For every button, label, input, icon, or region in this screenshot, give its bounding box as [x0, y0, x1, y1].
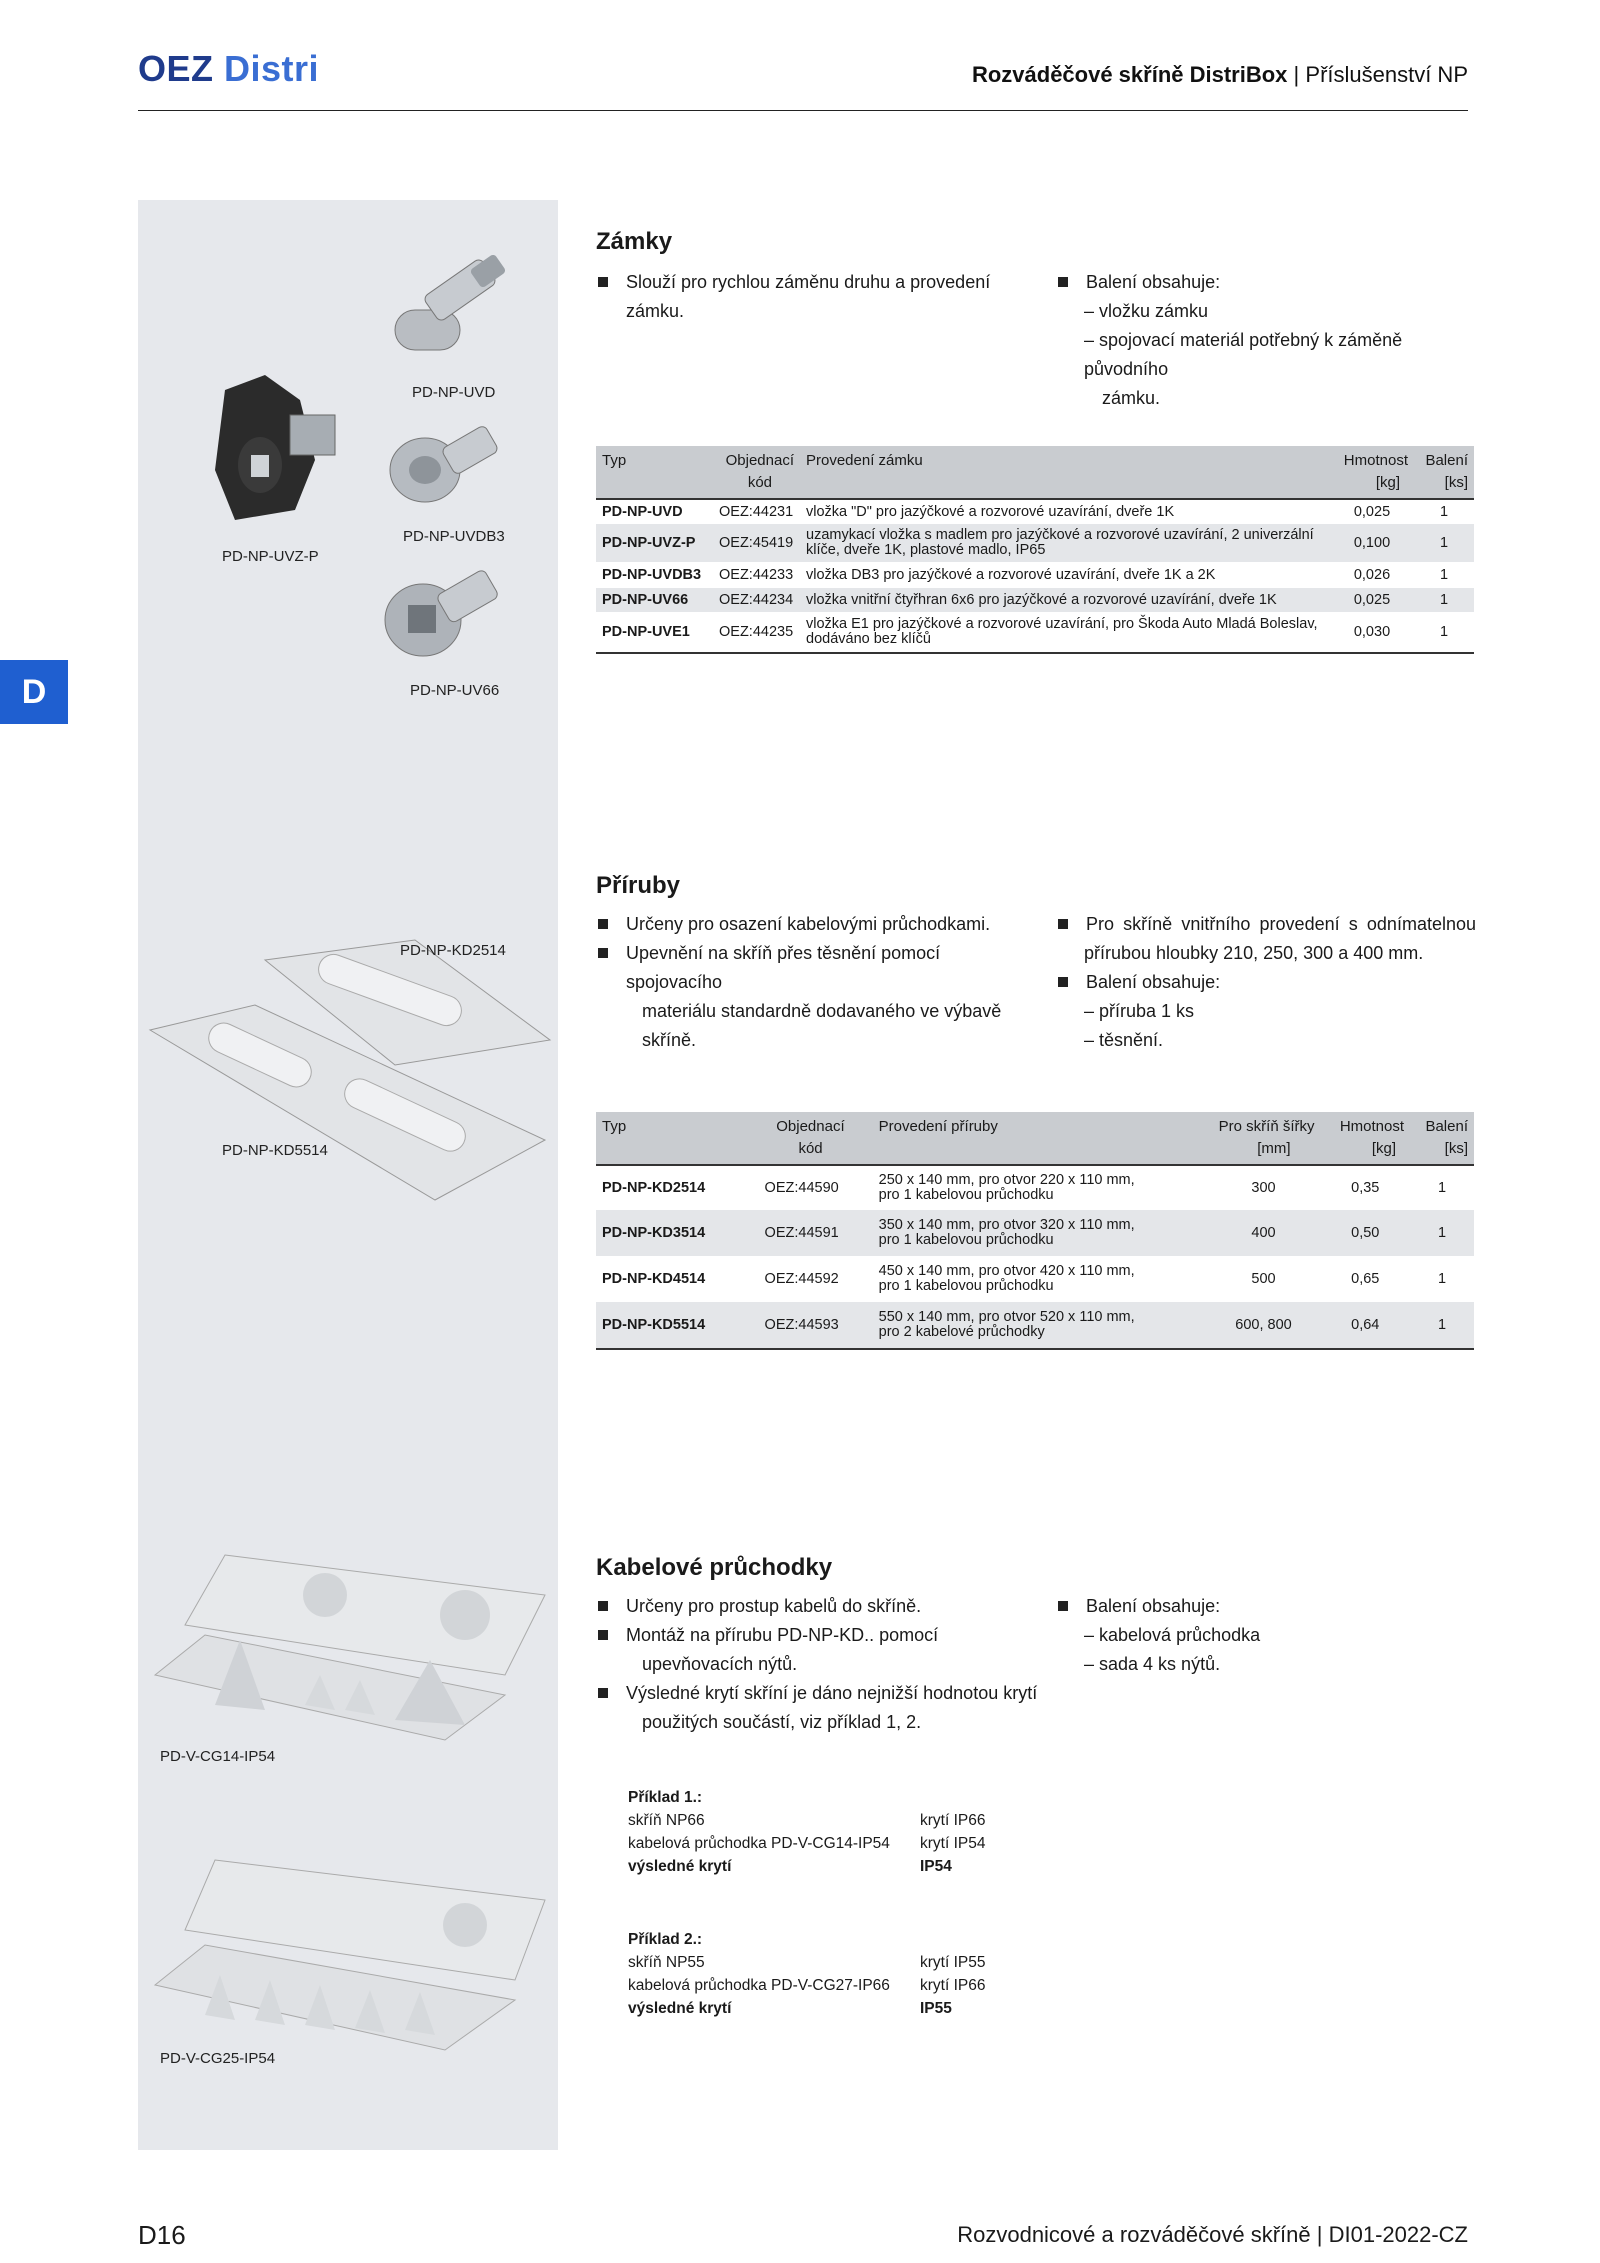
list-subitem: zámku.	[1102, 388, 1161, 408]
image-label-kd5514: PD-NP-KD5514	[222, 1142, 328, 1159]
cell-typ: PD-NP-UVD	[602, 503, 683, 520]
cell-provedeni: uzamykací vložka s madlem pro jazýčkové a rozvorové uzavírání, 2 univerzální klíče, dveře 1K, plastové madlo, IP65	[800, 524, 1330, 562]
cell-typ: PD-NP-KD5514	[596, 1302, 753, 1349]
list-subitem: – kabelová průchodka	[1084, 1625, 1261, 1645]
image-label-uvz: PD-NP-UVZ-P	[222, 548, 319, 565]
cable-gland-cg14-image	[145, 1545, 555, 1745]
section-title-pruchodky: Kabelové průchodky	[596, 1554, 833, 1581]
cell-provedeni: vložka DB3 pro jazýčkové a rozvorové uzavírání, dveře 1K a 2K	[806, 566, 1216, 583]
image-label-uvd: PD-NP-UVD	[412, 384, 496, 401]
image-label-uv66: PD-NP-UV66	[410, 682, 500, 699]
priruby-bullets-right	[1056, 910, 1476, 1055]
cell-kod: OEZ:45419	[713, 524, 800, 562]
list-subitem: – těsnění.	[1084, 1030, 1164, 1050]
col-header-hmotnost: Hmotnost [kg]	[1330, 446, 1414, 499]
pruchodky-bullets-right	[1056, 1592, 1476, 1679]
table-row	[596, 1302, 1474, 1349]
zamky-bullets-left	[596, 268, 1036, 326]
image-label-kd2514: PD-NP-KD2514	[400, 942, 506, 959]
lock-uvdb3-image	[385, 405, 515, 515]
example-1	[628, 1786, 985, 1878]
list-subitem: – vložku zámku	[1084, 301, 1209, 321]
table-row	[596, 524, 1474, 562]
list-subitem: – sada 4 ks nýtů.	[1084, 1654, 1221, 1674]
lock-uv66-image	[378, 550, 518, 670]
cell-baleni: 1	[1439, 566, 1449, 583]
table-row	[596, 612, 1474, 653]
pruchodky-bullets-left	[596, 1592, 1046, 1737]
cell-baleni: 1	[1414, 524, 1474, 562]
example-row: kabelová průchodka PD-V-CG14-IP54 krytí IP54	[628, 1835, 986, 1852]
list-item: Montáž na přírubu PD-NP-KD.. pomocí	[596, 1621, 1046, 1650]
example-title: Příklad 2.:	[628, 1931, 703, 1948]
section-title-priruby: Příruby	[596, 872, 681, 899]
table-row	[596, 1210, 1474, 1256]
table-row	[596, 562, 1474, 588]
cell-kod: OEZ:44233	[719, 566, 794, 583]
col-header-sirka: Pro skříň šířky [mm]	[1207, 1112, 1321, 1165]
col-header-hmotnost: Hmotnost [kg]	[1321, 1112, 1411, 1165]
col-header-typ: Typ	[596, 446, 713, 499]
cell-baleni: 1	[1437, 1270, 1447, 1287]
example-row: skříň NP66 krytí IP66	[628, 1812, 986, 1829]
list-item-continuation: materiálu standardně dodavaného ve výbavě	[642, 1001, 1002, 1021]
col-header-provedeni: Provedení příruby	[851, 1112, 1207, 1165]
cell-baleni: 1	[1437, 1179, 1447, 1196]
list-item-continuation: skříně.	[642, 1030, 697, 1050]
cell-hmotnost: 0,35	[1351, 1179, 1380, 1196]
list-item: Slouží pro rychlou záměnu druhu a provedení zámku.	[596, 268, 1036, 326]
list-item-continuation: upevňovacích nýtů.	[642, 1654, 798, 1674]
list-item: Určeny pro prostup kabelů do skříně.	[596, 1592, 1046, 1621]
cell-baleni: 1	[1414, 612, 1474, 653]
cell-provedeni: vložka E1 pro jazýčkové a rozvorové uzavírání, pro Škoda Auto Mladá Boleslav, dodáváno bez klíčů	[800, 612, 1330, 653]
cell-sirka: 600, 800	[1207, 1302, 1321, 1349]
list-item: Balení obsahuje:	[1056, 968, 1476, 997]
table-row	[596, 588, 1474, 612]
cell-hmotnost: 0,65	[1351, 1270, 1380, 1287]
cell-baleni: 1	[1414, 588, 1474, 612]
section-title-zamky: Zámky	[596, 228, 673, 255]
col-header-typ: Typ	[596, 1112, 753, 1165]
image-label-cg25: PD-V-CG25-IP54	[160, 2050, 276, 2067]
cell-hmotnost: 0,025	[1330, 588, 1414, 612]
cell-kod: OEZ:44593	[753, 1302, 851, 1349]
logo-main: OEZ	[138, 48, 214, 89]
list-subitem: – příruba 1 ks	[1084, 1001, 1195, 1021]
list-item: Určeny pro osazení kabelovými průchodkami.	[596, 910, 1026, 939]
table-header-row	[596, 1112, 1474, 1165]
cell-provedeni: vložka vnitřní čtyřhran 6x6 pro jazýčkové a rozvorové uzavírání, dveře 1K	[800, 588, 1330, 612]
header-title	[972, 62, 1468, 88]
cell-typ: PD-NP-KD4514	[602, 1270, 706, 1287]
cell-typ: PD-NP-UVZ-P	[596, 524, 713, 562]
col-header-provedeni: Provedení zámku	[800, 446, 1330, 499]
footer-title: Rozvodnicové a rozváděčové skříně | DI01-2022-CZ	[957, 2222, 1468, 2247]
col-header-kod: Objednací kód	[753, 1112, 851, 1165]
cell-kod: OEZ:44590	[764, 1179, 839, 1196]
col-header-baleni: Balení [ks]	[1414, 446, 1474, 499]
priruby-table	[596, 1112, 1474, 1350]
cell-hmotnost: 0,50	[1321, 1210, 1411, 1256]
cell-sirka: 500	[1251, 1270, 1276, 1287]
example-result: výsledné krytí IP55	[628, 2000, 952, 2017]
table-row	[596, 499, 1474, 524]
list-item: Balení obsahuje:	[1056, 1592, 1476, 1621]
cell-kod: OEZ:44231	[719, 503, 794, 520]
example-2	[628, 1928, 985, 2020]
image-label-cg14: PD-V-CG14-IP54	[160, 1748, 276, 1765]
cell-kod: OEZ:44234	[713, 588, 800, 612]
cell-typ: PD-NP-KD3514	[596, 1210, 753, 1256]
cell-typ: PD-NP-UVDB3	[602, 566, 702, 583]
cell-typ: PD-NP-UV66	[596, 588, 713, 612]
cable-gland-cg25-image	[145, 1850, 555, 2050]
list-item: Balení obsahuje:	[1056, 268, 1476, 297]
cell-hmotnost: 0,026	[1353, 566, 1391, 583]
header-title-bold: Rozváděčové skříně DistriBox	[971, 62, 1288, 87]
cell-baleni: 1	[1410, 1302, 1474, 1349]
table-row	[596, 1256, 1474, 1302]
cell-hmotnost: 0,025	[1353, 503, 1391, 520]
logo-sub: Distri	[224, 48, 320, 89]
header-divider	[138, 110, 1468, 111]
image-label-uvdb3: PD-NP-UVDB3	[403, 528, 505, 545]
example-title: Příklad 1.:	[628, 1789, 703, 1806]
col-header-baleni: Balení [ks]	[1410, 1112, 1474, 1165]
cell-kod: OEZ:44591	[753, 1210, 851, 1256]
list-subitem: – spojovací materiál potřebný k záměně původního	[1084, 330, 1403, 379]
cell-hmotnost: 0,100	[1330, 524, 1414, 562]
example-result: výsledné krytí IP54	[628, 1858, 952, 1875]
table-row	[596, 1165, 1474, 1210]
list-item: Pro skříně vnitřního provedení s odnímatelnou	[1056, 910, 1476, 939]
list-item-continuation: použitých součástí, viz příklad 1, 2.	[642, 1712, 922, 1732]
cell-sirka: 400	[1207, 1210, 1321, 1256]
page-number: D16	[138, 2220, 186, 2250]
list-item: Upevnění na skříň přes těsnění pomocí spojovacího	[596, 939, 1026, 997]
list-item-continuation: přírubou hloubky 210, 250, 300 a 400 mm.	[1084, 943, 1424, 963]
priruby-bullets-left	[596, 910, 1026, 1055]
flange-kd5514-image	[145, 1000, 555, 1210]
cell-provedeni: 550 x 140 mm, pro otvor 520 x 110 mm, pro 2 kabelové průchodky	[851, 1302, 1207, 1349]
cell-typ: PD-NP-UVE1	[596, 612, 713, 653]
header-title-separator: |	[1293, 62, 1300, 87]
cell-kod: OEZ:44592	[764, 1270, 839, 1287]
list-item: Výsledné krytí skříní je dáno nejnižší hodnotou krytí	[596, 1679, 1046, 1708]
cell-hmotnost: 0,030	[1330, 612, 1414, 653]
cell-kod: OEZ:44235	[713, 612, 800, 653]
cell-provedeni: 250 x 140 mm, pro otvor 220 x 110 mm, pro 1 kabelovou průchodku	[878, 1172, 1135, 1203]
lock-uvz-image	[205, 370, 345, 540]
table-header-row	[596, 446, 1474, 499]
zamky-bullets-right	[1056, 268, 1476, 413]
col-header-kod: Objednací kód	[713, 446, 800, 499]
cell-provedeni: vložka "D" pro jazýčkové a rozvorové uzavírání, dveře 1K	[806, 503, 1175, 520]
zamky-table	[596, 446, 1474, 654]
cell-baleni: 1	[1439, 503, 1449, 520]
example-row: skříň NP55 krytí IP55	[628, 1954, 986, 1971]
example-row: kabelová průchodka PD-V-CG27-IP66 krytí IP66	[628, 1977, 986, 1994]
cell-baleni: 1	[1410, 1210, 1474, 1256]
section-tab: D	[0, 660, 68, 724]
cell-hmotnost: 0,64	[1321, 1302, 1411, 1349]
header-title-rest: Příslušenství NP	[1305, 62, 1468, 87]
cell-sirka: 300	[1251, 1179, 1276, 1196]
cell-typ: PD-NP-KD2514	[602, 1179, 706, 1196]
logo	[138, 48, 319, 90]
cell-provedeni: 350 x 140 mm, pro otvor 320 x 110 mm, pro 1 kabelovou průchodku	[851, 1210, 1207, 1256]
cell-provedeni: 450 x 140 mm, pro otvor 420 x 110 mm, pro 1 kabelovou průchodku	[878, 1263, 1135, 1294]
lock-uvd-image	[385, 255, 515, 375]
